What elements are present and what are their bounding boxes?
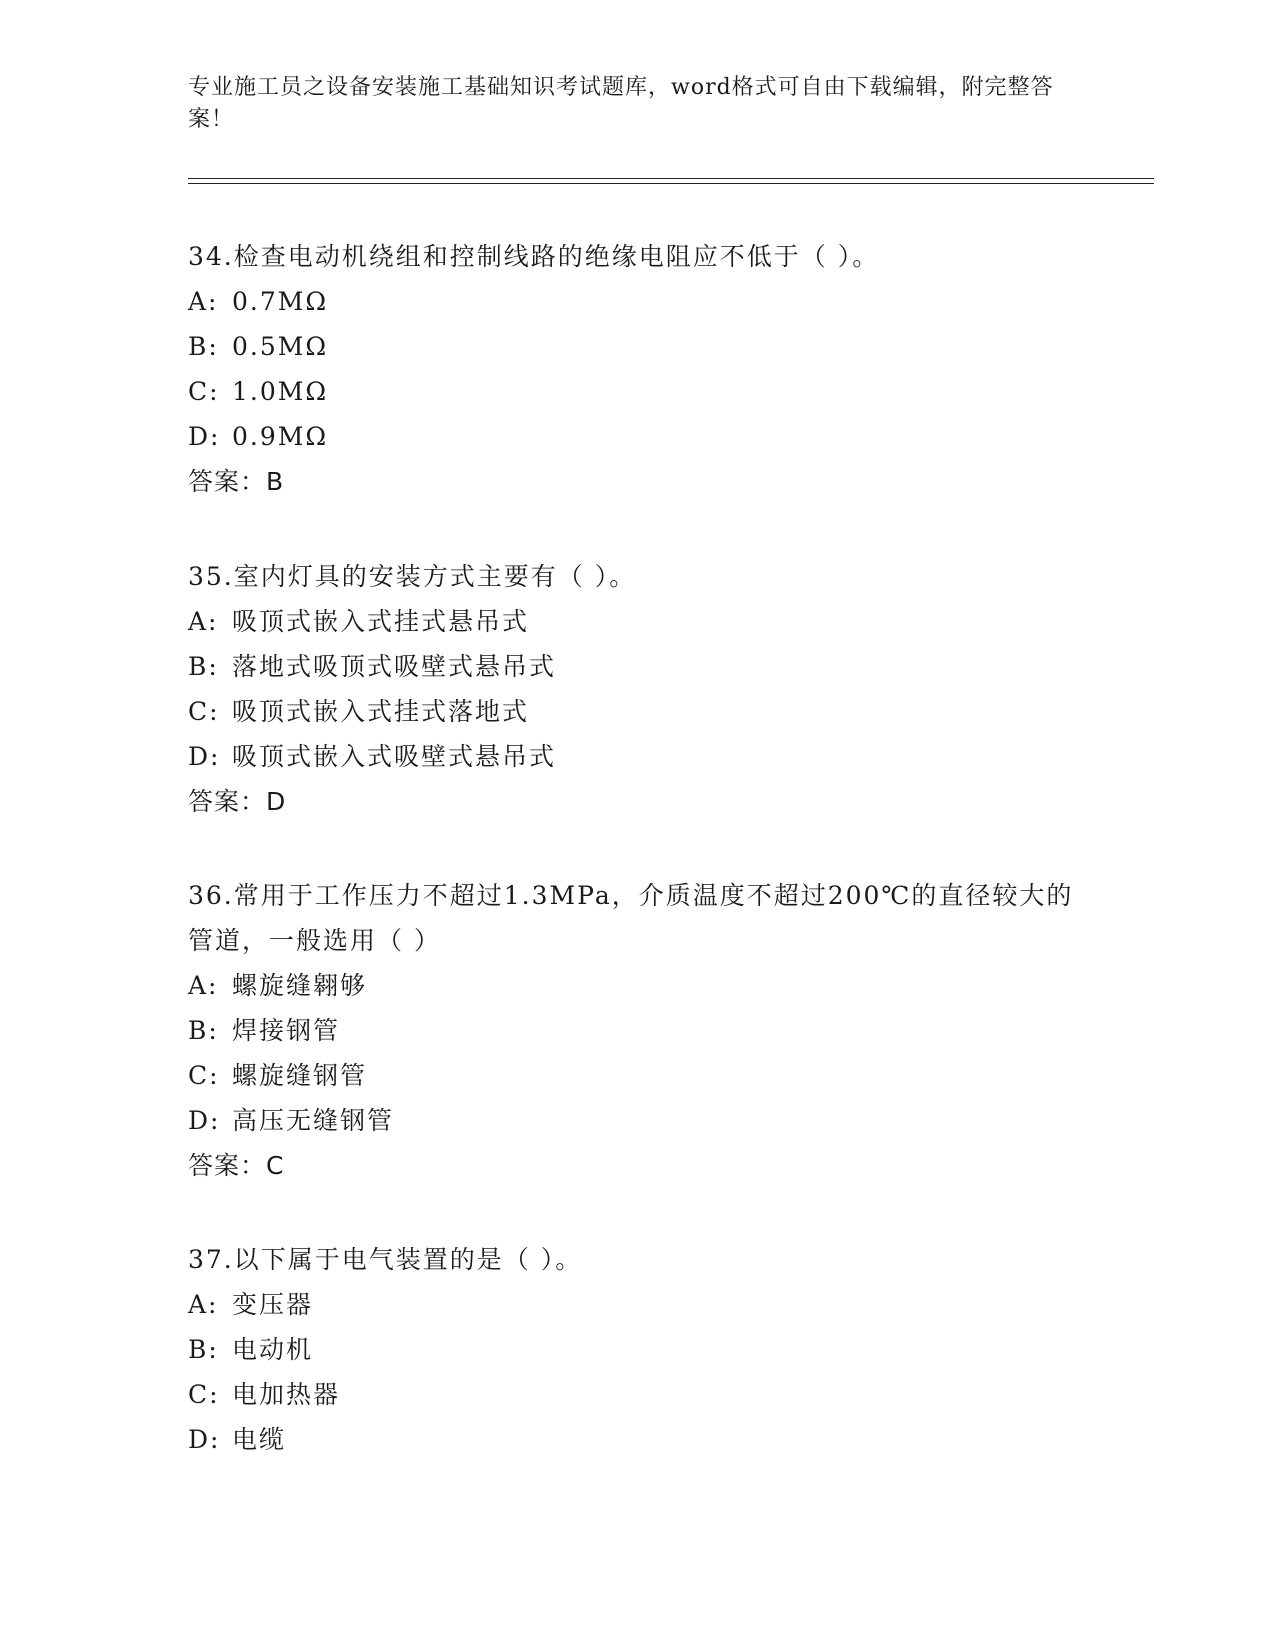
option-letter: A: — [188, 1290, 219, 1319]
option-text: 0.9MΩ — [232, 422, 329, 451]
option-letter: A: — [188, 971, 219, 1000]
document-header: 专业施工员之设备安装施工基础知识考试题库，word格式可自由下载编辑，附完整答案！ — [188, 75, 1054, 132]
option-letter: C: — [188, 1380, 220, 1409]
option-c — [188, 1053, 1088, 1098]
option-b — [188, 1327, 1088, 1372]
option-text: 螺旋缝翱够 — [232, 971, 368, 1000]
option-b — [188, 1008, 1088, 1053]
option-letter: C: — [188, 377, 220, 406]
option-b — [188, 324, 1088, 369]
question-34 — [188, 234, 1088, 504]
option-letter: A: — [188, 287, 219, 316]
option-letter: B: — [188, 652, 219, 681]
option-text: 0.5MΩ — [232, 332, 329, 361]
option-letter: C: — [188, 697, 220, 726]
option-letter: B: — [188, 1016, 219, 1045]
option-d — [188, 1417, 1088, 1462]
answer-line: 答案：C — [188, 1151, 285, 1180]
question-text: 37.以下属于电气装置的是（ ）。 — [188, 1245, 583, 1274]
option-text: 吸顶式嵌入式挂式悬吊式 — [232, 607, 530, 636]
question-text: 36.常用于工作压力不超过1.3MPa，介质温度不超过200℃的直径较大的管道，一般选用（ ） — [188, 881, 1074, 955]
option-text: 焊接钢管 — [232, 1016, 341, 1045]
answer-line: 答案：B — [188, 467, 285, 496]
option-letter: D: — [188, 422, 221, 451]
option-letter: B: — [188, 1335, 219, 1364]
question-text: 34.检查电动机绕组和控制线路的绝缘电阻应不低于（ ）。 — [188, 242, 880, 271]
option-c — [188, 1372, 1088, 1417]
option-d — [188, 414, 1088, 459]
option-text: 螺旋缝钢管 — [232, 1061, 368, 1090]
option-text: 电动机 — [232, 1335, 314, 1364]
option-text: 电缆 — [232, 1425, 287, 1454]
option-c — [188, 369, 1088, 414]
option-text: 吸顶式嵌入式吸壁式悬吊式 — [232, 742, 557, 771]
option-d — [188, 734, 1088, 779]
question-37 — [188, 1237, 1088, 1462]
option-a — [188, 963, 1088, 1008]
option-text: 1.0MΩ — [232, 377, 329, 406]
option-letter: A: — [188, 607, 219, 636]
header-divider-top — [188, 178, 1154, 179]
option-a — [188, 1282, 1088, 1327]
answer-line: 答案：D — [188, 787, 287, 816]
option-text: 变压器 — [232, 1290, 314, 1319]
header-divider-bottom — [188, 183, 1154, 184]
option-b — [188, 644, 1088, 689]
question-text: 35.室内灯具的安装方式主要有（ ）。 — [188, 562, 637, 591]
option-letter: C: — [188, 1061, 220, 1090]
option-letter: D: — [188, 742, 221, 771]
option-text: 落地式吸顶式吸壁式悬吊式 — [232, 652, 557, 681]
option-c — [188, 689, 1088, 734]
option-a — [188, 599, 1088, 644]
option-text: 吸顶式嵌入式挂式落地式 — [232, 697, 530, 726]
option-d — [188, 1098, 1088, 1143]
option-a — [188, 279, 1088, 324]
option-letter: D: — [188, 1425, 221, 1454]
option-text: 0.7MΩ — [232, 287, 329, 316]
question-35 — [188, 554, 1088, 824]
option-letter: D: — [188, 1106, 221, 1135]
option-text: 电加热器 — [232, 1380, 341, 1409]
question-36 — [188, 873, 1088, 1188]
option-letter: B: — [188, 332, 219, 361]
option-text: 高压无缝钢管 — [232, 1106, 395, 1135]
